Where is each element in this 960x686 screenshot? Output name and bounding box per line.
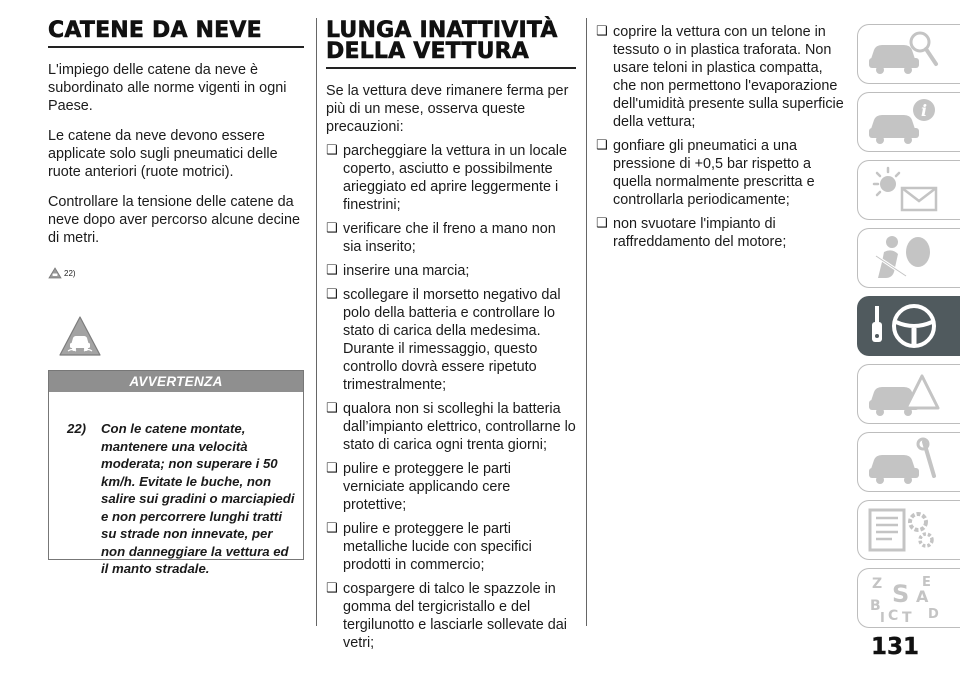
precautions-list <box>326 142 576 652</box>
warning-box <box>48 370 304 576</box>
section-title-long-inactivity <box>326 20 576 69</box>
title-line: DELLA VETTURA <box>326 39 530 64</box>
tab-technical-specifications[interactable] <box>857 500 960 560</box>
precautions-list-continued <box>596 23 848 251</box>
list-item: ❑ qualora non si scolleghi la batteria dall’impianto elettrico, controllarne lo stato di carica ogni trenta giorni; <box>326 400 576 454</box>
svg-text:i: i <box>920 101 928 120</box>
page-number: 131 <box>871 634 920 660</box>
section-title-snow-chains: CATENE DA NEVE <box>48 20 304 48</box>
index-letter: I <box>880 611 885 624</box>
warning-text: Con le catene montate, mantenere una velocità moderata; non superare i 50 km/h. Evitate le buche, non salire sui gradini o marciapiedi e non percorrere lunghi tratti su strade non innevate, per non danneggiare la vettura ed il manto stradale. <box>101 421 295 576</box>
paragraph: Controllare la tensione delle catene da neve dopo aver percorso alcune decine di metri. <box>48 194 301 246</box>
car-wrench-icon <box>866 436 942 488</box>
index-letter: C <box>888 608 899 624</box>
warning-car-triangle-icon <box>58 315 102 359</box>
column-snow-chains <box>48 0 304 576</box>
paragraph: L'impiego delle catene da neve è subordinato alle norme vigenti in ogni Paese. <box>48 62 287 114</box>
index-letter: A <box>916 587 929 606</box>
title-line: LUNGA INATTIVITÀ <box>326 18 558 43</box>
tab-know-instrument-panel[interactable] <box>857 92 960 152</box>
tab-safety[interactable] <box>857 228 960 288</box>
list-item: ❑ pulire e proteggere le parti metalliche lucide con specifici prodotti in commercio; <box>326 520 576 574</box>
index-letter: B <box>870 598 881 614</box>
list-item: ❑ scollegare il morsetto negativo dal polo della batteria e controllare lo stato di carica della medesima. Durante il rimessaggio, questo controllo dovrà essere ripetuto trimestralmente; <box>326 286 576 394</box>
list-item: ❑ non svuotare l'impianto di raffreddamento del motore; <box>596 215 848 251</box>
index-letter: T <box>902 610 912 624</box>
list-item: ❑ gonfiare gli pneumatici a una pressione di +0,5 bar rispetto a quella normalmente prescritta e controllarla periodicamente; <box>596 137 848 209</box>
tab-starting-and-driving[interactable] <box>857 296 960 356</box>
chapter-nav <box>857 24 960 636</box>
warning-number: 22) <box>67 421 87 436</box>
index-letter: D <box>928 607 939 622</box>
warning-lights-message-icon <box>866 164 942 216</box>
tab-servicing-and-care[interactable] <box>857 432 960 492</box>
airbag-safety-icon <box>866 232 942 284</box>
alphabetical-index-icon <box>866 572 942 624</box>
list-item: ❑ pulire e proteggere le parti verniciate applicando cere protettive; <box>326 460 576 514</box>
warning-header: AVVERTENZA <box>49 371 303 392</box>
list-item: ❑ inserire una marcia; <box>326 262 576 280</box>
list-item: ❑ cospargere di talco le spazzole in gomma del tergicristallo e del tergilunotto e lasciarle sollevate dai vetri; <box>326 580 576 652</box>
tab-in-an-emergency[interactable] <box>857 364 960 424</box>
warning-item <box>67 420 297 578</box>
warning-reference[interactable] <box>48 261 304 279</box>
column-divider <box>586 18 587 626</box>
intro-paragraph: Se la vettura deve rimanere ferma per più di un mese, osserva queste precauzioni: <box>326 83 569 135</box>
key-steering-wheel-icon <box>866 300 942 352</box>
column-divider <box>316 18 317 626</box>
car-search-icon <box>866 28 942 80</box>
tab-alphabetical-index[interactable] <box>857 568 960 628</box>
index-letter: S <box>892 580 910 608</box>
list-item: ❑ verificare che il freno a mano non sia inserito; <box>326 220 576 256</box>
column-long-inactivity <box>326 0 576 652</box>
tab-getting-to-know-car[interactable] <box>857 24 960 84</box>
emergency-triangle-car-icon <box>866 368 942 420</box>
list-item: ❑ parcheggiare la vettura in un locale coperto, asciutto e possibilmente arieggiato ed aprire leggermente i finestrini; <box>326 142 576 214</box>
warning-triangle-icon <box>48 267 62 279</box>
paragraph: Le catene da neve devono essere applicate solo sugli pneumatici delle ruote anteriori (ruote motrici). <box>48 128 278 180</box>
reference-number: 22) <box>64 269 76 278</box>
tab-warning-lights[interactable] <box>857 160 960 220</box>
spec-sheet-gears-icon <box>866 504 942 556</box>
car-info-icon <box>866 96 942 148</box>
list-item: ❑ coprire la vettura con un telone in tessuto o in plastica traforata. Non usare teloni in plastica compatta, che non permettono l'evaporazione dell'umidità presente sulla superficie della vettura; <box>596 23 848 131</box>
column-continued <box>596 0 848 251</box>
index-letter: Z <box>872 576 883 592</box>
index-letter: E <box>922 575 931 590</box>
